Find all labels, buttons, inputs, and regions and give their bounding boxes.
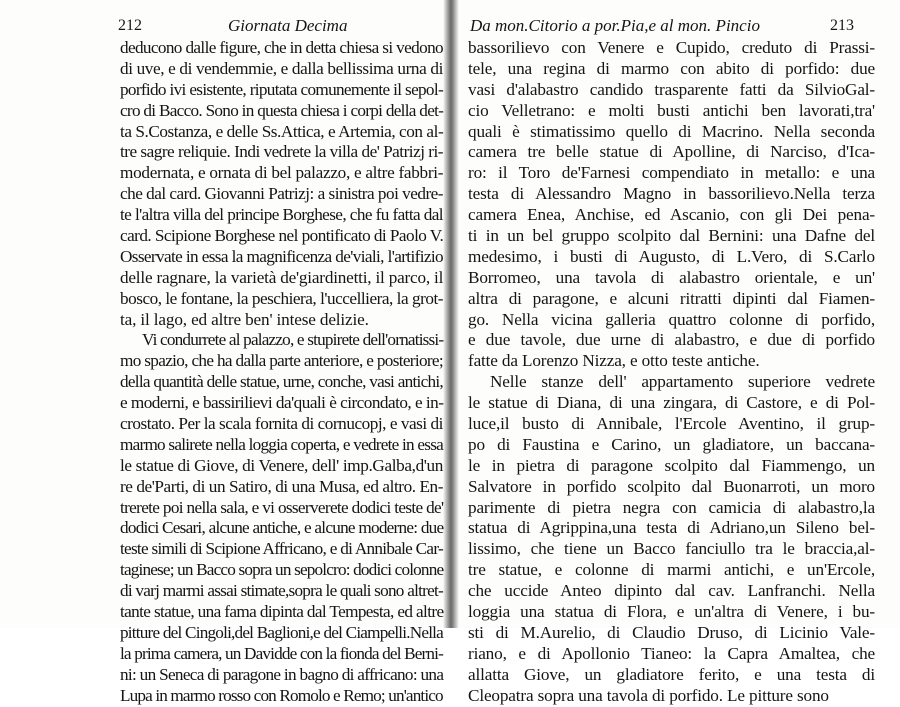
text-line: fatte da Lorenzo Nizza, e otto teste antiche.	[468, 351, 760, 371]
right-page	[450, 0, 900, 705]
text-line: tre sagre reliquie. Indi vedrete la villa de' Patrizj ri-	[120, 142, 443, 162]
text-line: di varj marmi assai stimate,sopra le quali sono altret-	[120, 581, 443, 601]
text-line: mo spazio, che ha dalla parte anteriore, e posteriore;	[120, 351, 443, 371]
text-line: taginese; un Bacco sopra un sepolcro: dodici colonne	[120, 560, 444, 580]
left-page-number: 212	[118, 17, 142, 34]
text-line: sti di M.Aurelio, di Claudio Druso, di Licinio Vale-	[468, 622, 875, 642]
text-line: e due tavole, due urne di alabastro, e due di porfido	[468, 330, 875, 350]
text-line: bosco, le fontane, la peschiera, l'uccelliera, la grot-	[120, 288, 443, 308]
text-line: allatta Giove, un gladiatore ferito, e una testa di	[468, 664, 875, 684]
text-line: ro: il Toro de'Farnesi compendiato in metallo: e una	[468, 163, 875, 183]
left-page-text	[120, 38, 443, 707]
right-running-title: Da mon.Citorio a por.Pia,e al mon. Pincio	[470, 16, 760, 35]
text-line: Lupa in marmo rosso con Romolo e Remo; un'antico	[120, 685, 443, 705]
text-line: Osservate in essa la magnificenza de'viali, l'artifizio	[120, 246, 443, 266]
text-line: statua di Agrippina,una testa di Adriano,un Sileno bel-	[468, 518, 875, 538]
text-line: trerete poi nella sala, e vi osserverete dodici teste de'	[120, 497, 444, 517]
text-line: ta S.Costanza, e delle Ss.Attica, e Artemia, con al-	[120, 121, 444, 141]
text-line: teste simili di Scipione Affricano, e di Annibale Car-	[120, 539, 443, 559]
text-line: po di Faustina e Carino, un gladiatore, un baccana-	[468, 434, 875, 454]
text-line: porfido ivi esistente, riputata comunemente il sepol-	[120, 79, 443, 99]
text-line: cio Velletrano: e molti busti antichi ben lavorati,tra'	[468, 100, 875, 120]
text-line: Cleopatra sopra una tavola di porfido. Le pitture sono	[468, 685, 829, 705]
text-line: che uccide Anteo dipinto dal cav. Lanfranchi. Nella	[468, 581, 875, 601]
text-line: card. Scipione Borghese nel pontificato di Paolo V.	[120, 226, 444, 246]
text-line: vasi d'alabastro candido trasparente fatti da SilvioGal-	[468, 79, 875, 99]
text-line: riano, e di Apollonio Tianeo: la Capra Amaltea, che	[468, 643, 875, 663]
text-line: medesimo, i busti di Augusto, di L.Vero, di S.Carlo	[468, 246, 875, 266]
text-line: dodici Cesari, alcune antiche, e alcune moderne: due	[120, 518, 444, 538]
right-running-head	[470, 14, 875, 38]
text-line: Salvatore in porfido scolpito dal Buonarroti, un moro	[468, 476, 875, 496]
text-line: ta, il lago, ed altre ben' intese delizie.	[120, 309, 369, 329]
text-line: camera Enea, Anchise, ed Ascanio, con gli Dei pena-	[468, 205, 875, 225]
text-line: tre statue, e colonne di marmi antichi, e un'Ercole,	[468, 560, 875, 580]
text-line: di uve, e di vendemmie, e dalla bellissima urna di	[120, 58, 443, 78]
text-line: tante statue, una fama dipinta dal Tempesta, ed altre	[120, 602, 444, 622]
text-line: luce,il busto di Annibale, l'Ercole Aventino, il grup-	[468, 414, 875, 434]
text-line: ni: un Seneca di paragone in bagno di affricano: una	[120, 664, 444, 684]
text-line: te l'altra villa del principe Borghese, che fu fatta dal	[120, 205, 443, 225]
text-line: parimente di pietra negra con camicia di alabastro,la	[468, 497, 875, 517]
text-line: lissimo, che tiene un Bacco fanciullo tra le braccia,al-	[468, 539, 875, 559]
text-line: go. Nella vicina galleria quattro colonne di porfido,	[468, 309, 875, 329]
text-line: ti in un bel gruppo scolpito dal Bernini: una Dafne del	[468, 226, 875, 246]
text-line: bassorilievo con Venere e Cupido, creduto di Prassi-	[468, 38, 875, 57]
right-page-text	[468, 38, 875, 707]
left-running-head	[118, 14, 438, 38]
text-line: le statue di Giove, di Venere, dell' imp.Galba,d'un	[120, 455, 443, 475]
book-gutter	[443, 0, 459, 628]
text-line: tele, una regina di marmo con abito di porfido: due	[468, 58, 875, 78]
text-line: le in pietra di paragone scolpito dal Fiammengo, un	[468, 455, 875, 475]
text-line: marmo salirete nella loggia coperta, e vedrete in essa	[120, 434, 444, 454]
text-line: Vi condurrete al palazzo, e stupirete dell'ornatissi-	[142, 330, 444, 350]
text-line: camera tre belle statue di Apolline, di Narciso, d'Ica-	[468, 142, 875, 162]
right-page-number: 213	[830, 17, 854, 34]
text-line: le statue di Diana, di una zingara, di Castore, e di Pol-	[468, 393, 875, 413]
text-line: Borromeo, una tavola di alabastro orientale, e un'	[468, 267, 875, 287]
left-running-title: Giornata Decima	[228, 16, 348, 35]
text-line: Nelle stanze dell' appartamento superiore vedrete	[490, 372, 875, 392]
text-line: re de'Parti, di un Satiro, di una Musa, ed altro. En-	[120, 476, 443, 496]
text-line: quali è stimatissimo quello di Macrino. Nella seconda	[468, 121, 875, 141]
text-line: crostato. Per la scala fornita di cornucopj, e vasi di	[120, 414, 443, 434]
text-line: loggia una statua di Flora, e un'altra di Venere, i bu-	[468, 602, 875, 622]
left-page	[0, 0, 450, 705]
text-line: la prima camera, un Davidde con la fionda del Berni-	[120, 643, 443, 663]
text-line: altra di paragone, e alcuni ritratti dipinti dal Fiamen-	[468, 288, 875, 308]
text-line: della quantità delle statue, urne, conche, vasi antichi,	[120, 372, 443, 392]
text-line: delle ragnare, la varietà de'giardinetti, il parco, il	[120, 267, 444, 287]
text-line: e moderni, e bassirilievi da'quali è circondato, e in-	[120, 393, 444, 413]
text-line: deducono dalle figure, che in detta chiesa si vedono	[120, 38, 443, 57]
text-line: modernata, e ornata di bel palazzo, e altre fabbri-	[120, 163, 444, 183]
text-line: pitture del Cingoli,del Baglioni,e del Ciampelli.Nella	[120, 622, 443, 642]
text-line: testa di Alessandro Magno in bassorilievo.Nella terza	[468, 184, 875, 204]
text-line: cro di Bacco. Sono in questa chiesa i corpi della det-	[120, 100, 444, 120]
text-line: che dal card. Giovanni Patrizj: a sinistra poi vedre-	[120, 184, 443, 204]
